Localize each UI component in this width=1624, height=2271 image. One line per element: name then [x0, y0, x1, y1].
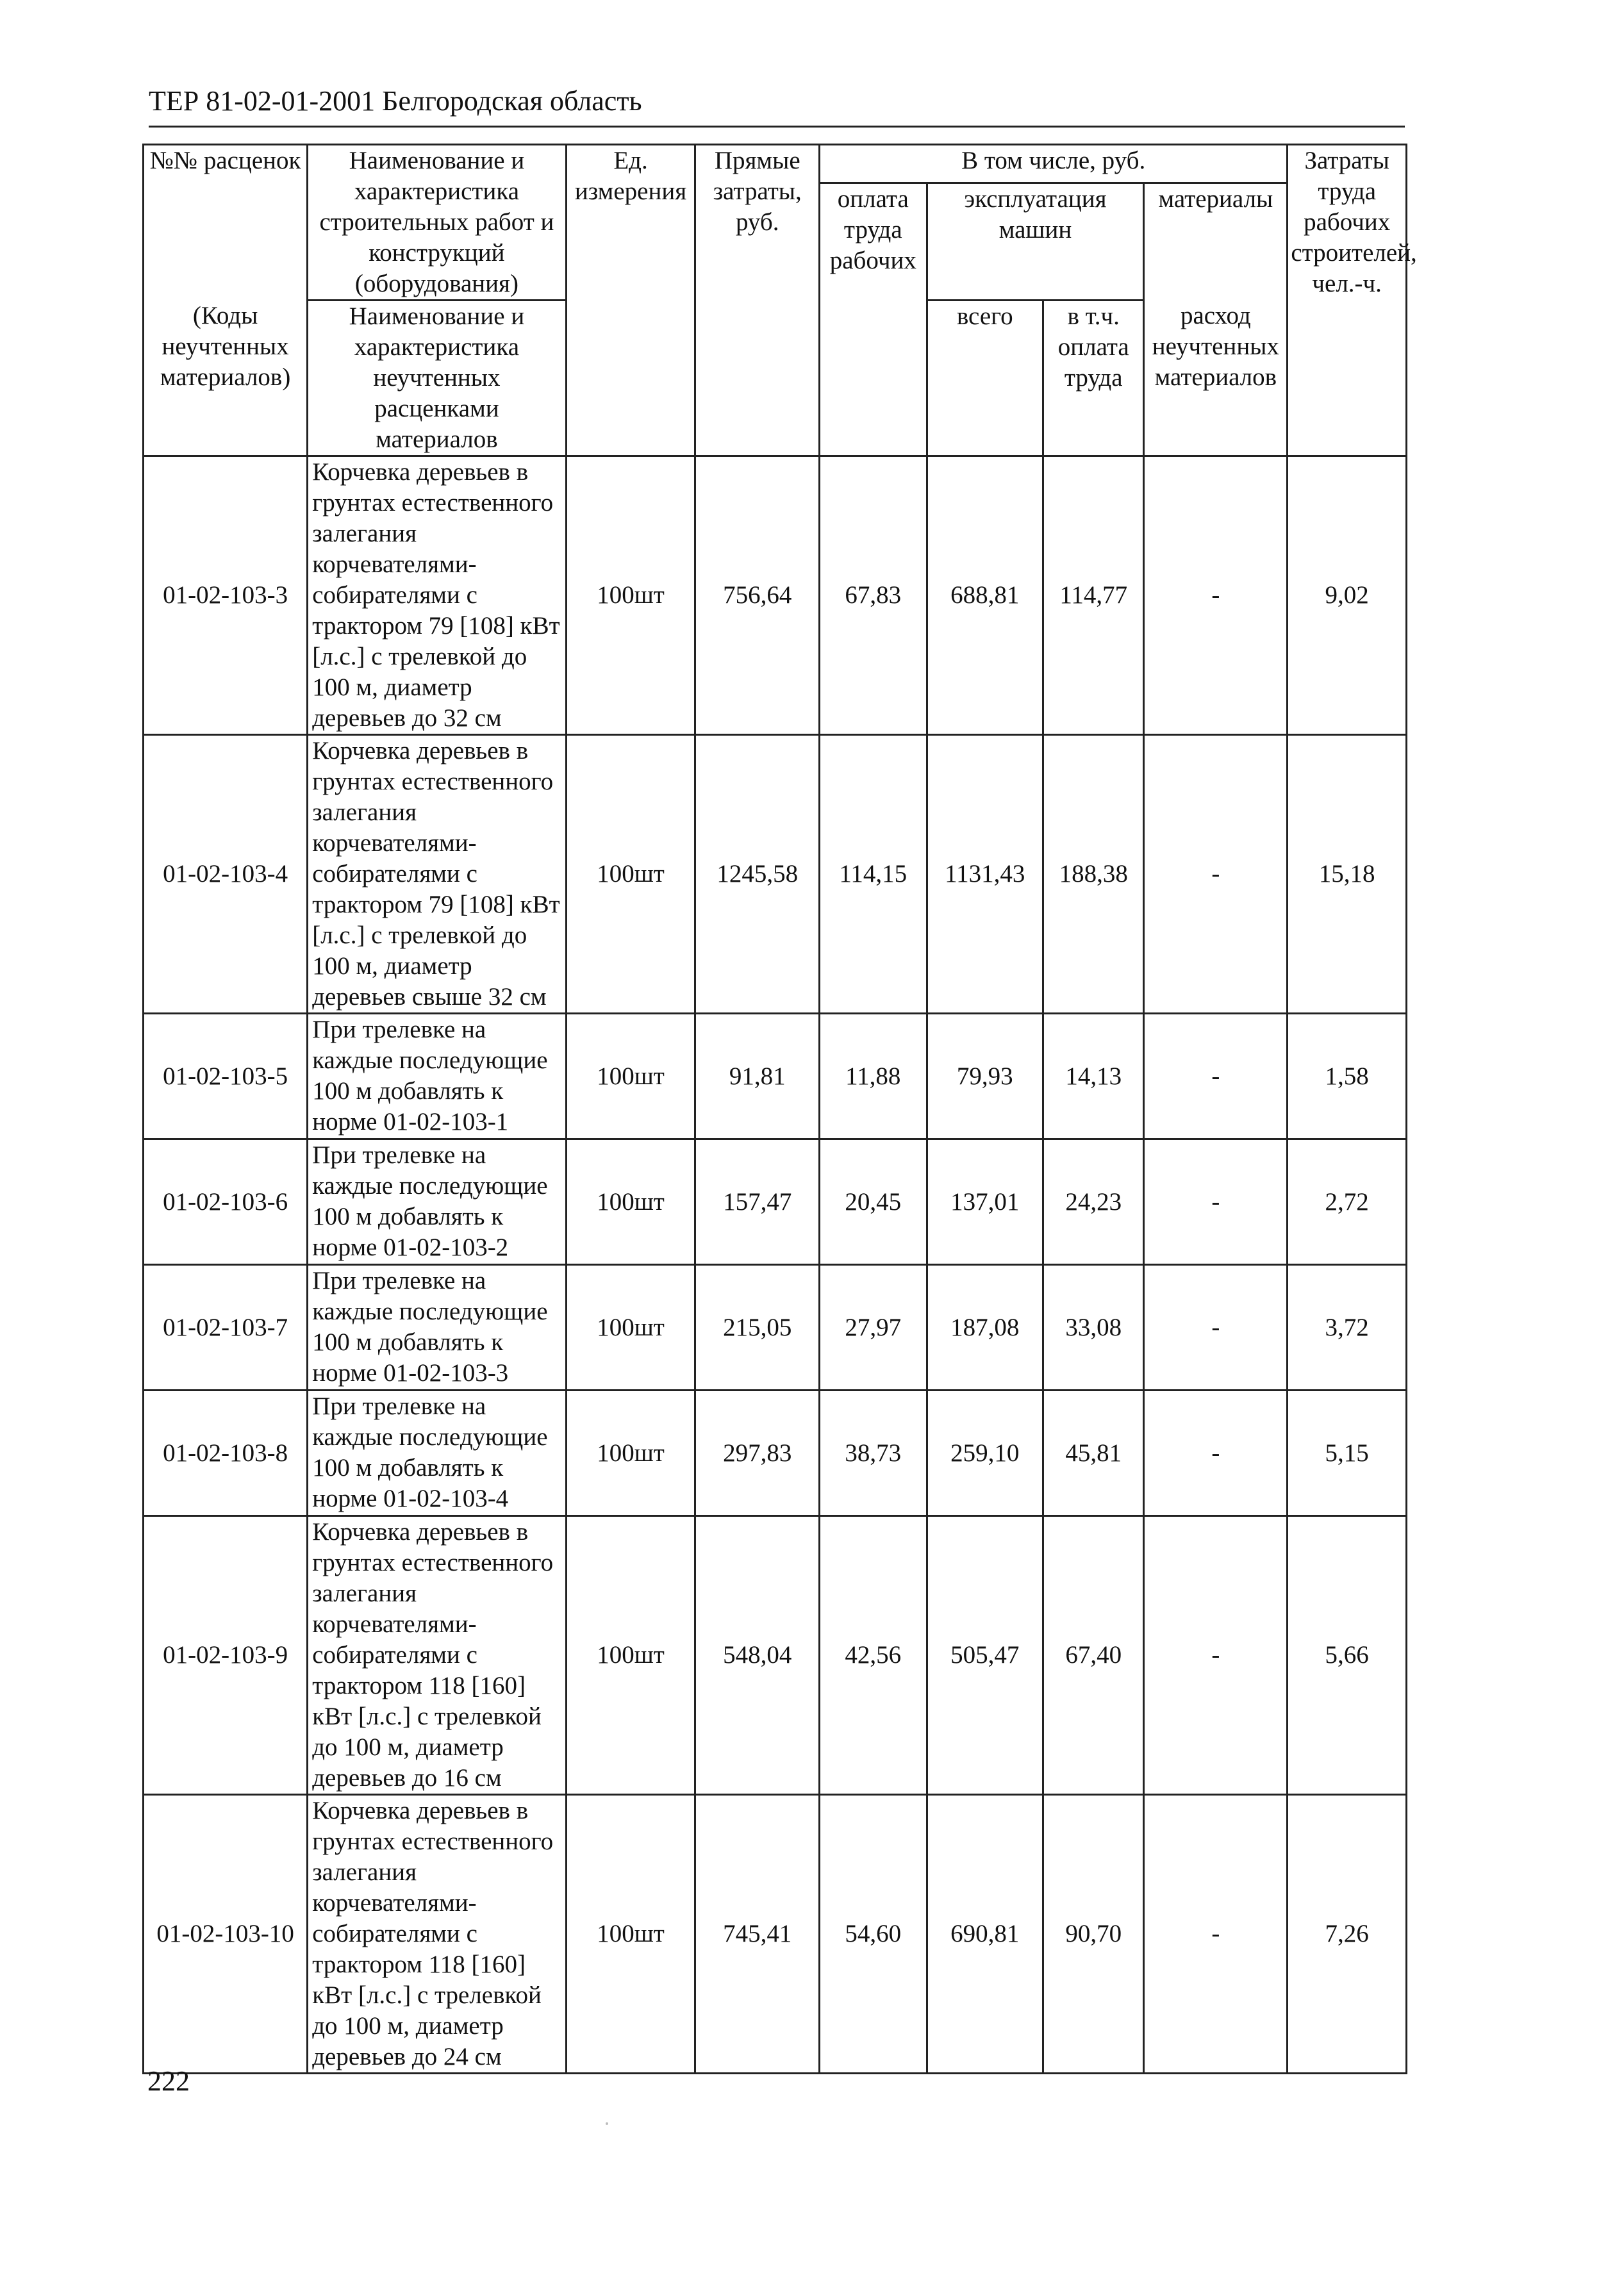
header-name-bottom: Наименование и характеристика неучтенных расценками материалов: [308, 301, 566, 456]
rate-machines-total: 79,93: [927, 1014, 1043, 1139]
rate-machines-total: 688,81: [927, 456, 1043, 735]
rate-code: 01-02-103-9: [144, 1516, 308, 1795]
rate-materials: -: [1144, 1265, 1288, 1391]
rate-name: При трелевке на каждые последующие 100 м добавлять к норме 01-02-103-2: [308, 1139, 566, 1265]
header-machines: эксплуатация машин: [927, 183, 1144, 301]
rate-unit: 100шт: [566, 1014, 695, 1139]
table-row: [144, 1391, 1407, 1516]
header-row-1: [144, 145, 1407, 183]
rate-unit: 100шт: [566, 1391, 695, 1516]
rate-materials: -: [1144, 1795, 1288, 2074]
rate-machines-pay: 67,40: [1043, 1516, 1144, 1795]
rate-machines-total: 259,10: [927, 1391, 1043, 1516]
header-machines-total: всего: [927, 301, 1043, 456]
rate-unit: 100шт: [566, 735, 695, 1014]
header-labor-costs: Затраты труда рабочих строителей, чел.-ч.: [1288, 145, 1407, 456]
rate-unit: 100шт: [566, 456, 695, 735]
rate-machines-total: 1131,43: [927, 735, 1043, 1014]
header-name-top: Наименование и характеристика строительных работ и конструкций (оборудования): [308, 145, 566, 301]
header-direct-costs: Прямые затраты, руб.: [695, 145, 820, 456]
table-row: [144, 735, 1407, 1014]
rate-name: Корчевка деревьев в грунтах естественного залегания корчевателями-собирателями с трактором 79 [108] кВт [л.с.] с трелевкой до 100 м, диаметр деревьев до 32 см: [308, 456, 566, 735]
table-row: [144, 1014, 1407, 1139]
rate-unit: 100шт: [566, 1795, 695, 2074]
rate-name: Корчевка деревьев в грунтах естественного залегания корчевателями-собирателями с трактором 118 [160] кВт [л.с.] с трелевкой до 100 м, диаметр деревьев до 16 см: [308, 1516, 566, 1795]
header-unit: Ед. измерения: [566, 145, 695, 456]
header-code-spacer: [144, 183, 308, 301]
rate-code: 01-02-103-7: [144, 1265, 308, 1391]
page-number: 222: [147, 2065, 190, 2097]
rate-direct: 548,04: [695, 1516, 820, 1795]
rate-machines-pay: 14,13: [1043, 1014, 1144, 1139]
table-row: [144, 1795, 1407, 2074]
header-worker-pay: оплата труда рабочих: [820, 183, 927, 456]
rate-direct: 297,83: [695, 1391, 820, 1516]
rate-machines-pay: 114,77: [1043, 456, 1144, 735]
rate-name: При трелевке на каждые последующие 100 м добавлять к норме 01-02-103-1: [308, 1014, 566, 1139]
rate-name: При трелевке на каждые последующие 100 м добавлять к норме 01-02-103-4: [308, 1391, 566, 1516]
header-rule: [149, 126, 1405, 128]
rate-worker-pay: 11,88: [820, 1014, 927, 1139]
rate-machines-pay: 45,81: [1043, 1391, 1144, 1516]
rate-labor: 1,58: [1288, 1014, 1407, 1139]
rate-materials: -: [1144, 1391, 1288, 1516]
rate-labor: 5,66: [1288, 1516, 1407, 1795]
rate-labor: 15,18: [1288, 735, 1407, 1014]
rate-materials: -: [1144, 456, 1288, 735]
rate-materials: -: [1144, 1516, 1288, 1795]
rate-materials: -: [1144, 1014, 1288, 1139]
rate-worker-pay: 38,73: [820, 1391, 927, 1516]
rate-unit: 100шт: [566, 1265, 695, 1391]
rate-labor: 2,72: [1288, 1139, 1407, 1265]
rate-labor: 5,15: [1288, 1391, 1407, 1516]
rate-machines-pay: 33,08: [1043, 1265, 1144, 1391]
rate-machines-pay: 188,38: [1043, 735, 1144, 1014]
rate-worker-pay: 67,83: [820, 456, 927, 735]
header-code-top: №№ расценок: [144, 145, 308, 183]
rate-code: 01-02-103-3: [144, 456, 308, 735]
rate-machines-total: 187,08: [927, 1265, 1043, 1391]
rate-name: Корчевка деревьев в грунтах естественного залегания корчевателями-собирателями с трактором 79 [108] кВт [л.с.] с трелевкой до 100 м, диаметр деревьев свыше 32 см: [308, 735, 566, 1014]
header-unaccounted-materials: расход неучтенных материалов: [1144, 301, 1288, 456]
rate-worker-pay: 20,45: [820, 1139, 927, 1265]
scan-speck: [606, 2122, 608, 2125]
rate-code: 01-02-103-4: [144, 735, 308, 1014]
rate-code: 01-02-103-5: [144, 1014, 308, 1139]
table-row: [144, 1516, 1407, 1795]
rate-machines-total: 137,01: [927, 1139, 1043, 1265]
rate-code: 01-02-103-8: [144, 1391, 308, 1516]
rate-materials: -: [1144, 1139, 1288, 1265]
header-machines-incl-pay: в т.ч. оплата труда: [1043, 301, 1144, 456]
rate-direct: 745,41: [695, 1795, 820, 2074]
table-row: [144, 1265, 1407, 1391]
rate-unit: 100шт: [566, 1516, 695, 1795]
rate-materials: -: [1144, 735, 1288, 1014]
rate-name: При трелевке на каждые последующие 100 м добавлять к норме 01-02-103-3: [308, 1265, 566, 1391]
rate-direct: 157,47: [695, 1139, 820, 1265]
rate-code: 01-02-103-6: [144, 1139, 308, 1265]
rate-machines-total: 690,81: [927, 1795, 1043, 2074]
header-including: В том числе, руб.: [820, 145, 1288, 183]
rate-direct: 756,64: [695, 456, 820, 735]
rate-direct: 1245,58: [695, 735, 820, 1014]
rate-code: 01-02-103-10: [144, 1795, 308, 2074]
rate-direct: 215,05: [695, 1265, 820, 1391]
rate-worker-pay: 42,56: [820, 1516, 927, 1795]
page-header-title: ТЕР 81-02-01-2001 Белгородская область: [149, 85, 642, 117]
rate-labor: 7,26: [1288, 1795, 1407, 2074]
rate-machines-total: 505,47: [927, 1516, 1043, 1795]
rates-table: [142, 144, 1417, 2074]
rate-machines-pay: 90,70: [1043, 1795, 1144, 2074]
header-code-bottom: (Коды неучтенных материалов): [144, 301, 308, 456]
rate-machines-pay: 24,23: [1043, 1139, 1144, 1265]
rate-labor: 3,72: [1288, 1265, 1407, 1391]
rate-worker-pay: 54,60: [820, 1795, 927, 2074]
header-materials: материалы: [1144, 183, 1288, 301]
rate-name: Корчевка деревьев в грунтах естественного залегания корчевателями-собирателями с трактором 118 [160] кВт [л.с.] с трелевкой до 100 м, диаметр деревьев до 24 см: [308, 1795, 566, 2074]
table-row: [144, 456, 1407, 735]
rate-unit: 100шт: [566, 1139, 695, 1265]
table-row: [144, 1139, 1407, 1265]
rate-labor: 9,02: [1288, 456, 1407, 735]
rate-worker-pay: 27,97: [820, 1265, 927, 1391]
rate-worker-pay: 114,15: [820, 735, 927, 1014]
rate-direct: 91,81: [695, 1014, 820, 1139]
